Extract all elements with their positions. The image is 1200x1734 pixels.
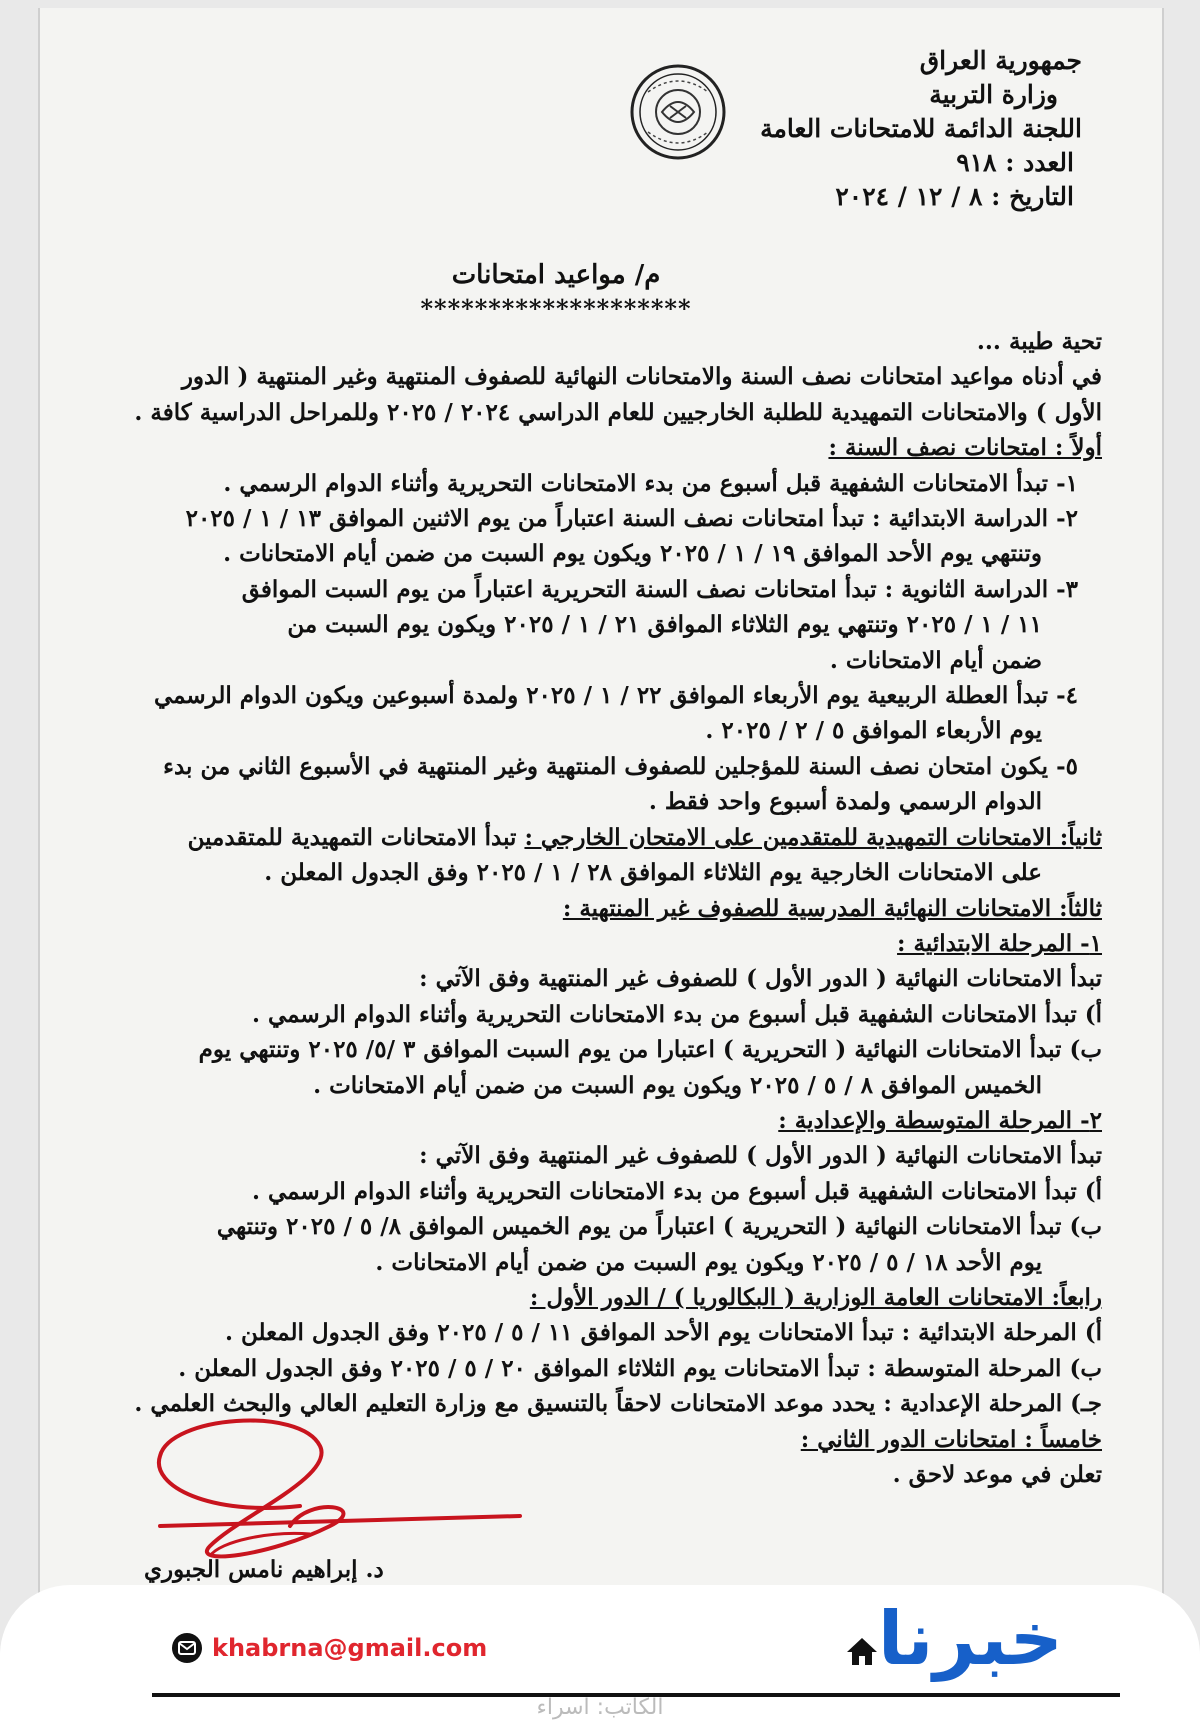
section-line bbox=[42, 820, 1102, 855]
section-text: تعلن في موعد لاحق . bbox=[892, 1461, 1102, 1488]
signatory-name: د. إبراهيم نامس الجبوري bbox=[144, 1556, 384, 1583]
section-title: خامساً : امتحانات الدور الثاني : bbox=[800, 1425, 1102, 1453]
intro-line: الأول ) والامتحانات التمهيدية للطلبة الخارجيين للعام الدراسي ٢٠٢٤ / ٢٠٢٥ وللمراحل الدراسية كافة . bbox=[134, 398, 1102, 426]
mail-icon bbox=[172, 1633, 202, 1663]
ministry-seal-icon bbox=[628, 62, 728, 162]
list-item: أ) المرحلة الابتدائية : تبدأ الامتحانات يوم الأحد الموافق ١١ / ٥ / ٢٠٢٥ وفق الجدول المعلن . bbox=[224, 1319, 1102, 1347]
section-title: أولاً : امتحانات نصف السنة : bbox=[828, 434, 1102, 462]
letterhead bbox=[760, 44, 1082, 214]
letter-subject: م/ مواعيد امتحانات bbox=[451, 260, 661, 290]
intro-line: في أدناه مواعيد امتحانات نصف السنة والامتحانات النهائية للصفوف المنتهية وغير المنتهية ( الدور bbox=[181, 363, 1102, 391]
list-item-cont: وتنتهي يوم الأحد الموافق ١٩ / ١ / ٢٠٢٥ ويكون يوم السبت من ضمن أيام الامتحانات . bbox=[223, 540, 1042, 568]
list-item: ب) تبدأ الامتحانات النهائية ( التحريرية ) اعتبارا من يوم السبت الموافق ٣ /٥/ ٢٠٢٥ وتنتهي يوم bbox=[198, 1036, 1102, 1064]
list-item-cont: يوم الأربعاء الموافق ٥ / ٢ / ٢٠٢٥ . bbox=[705, 717, 1042, 745]
site-logo[interactable]: خبرنا bbox=[877, 1596, 1063, 1682]
subsection-title: ٢- المرحلة المتوسطة والإعدادية : bbox=[778, 1106, 1102, 1134]
author-credit: الكاتب: اسراء bbox=[536, 1695, 664, 1720]
site-footer bbox=[0, 1585, 1200, 1734]
greeting: تحية طيبة ... bbox=[976, 328, 1102, 355]
list-item-cont: ١١ / ١ / ٢٠٢٥ وتنتهي يوم الثلاثاء الموافق ٢١ / ١ / ٢٠٢٥ ويكون يوم السبت من bbox=[287, 611, 1042, 639]
list-item: ٢- الدراسة الابتدائية : تبدأ امتحانات نصف السنة اعتباراً من يوم الاثنين الموافق ١٣ / ١ / ٢٠٢٥ bbox=[185, 505, 1078, 533]
header-country: جمهورية العراق bbox=[919, 46, 1082, 75]
header-committee: اللجنة الدائمة للامتحانات العامة bbox=[760, 114, 1082, 143]
list-item-cont: على الامتحانات الخارجية يوم الثلاثاء الموافق ٢٨ / ١ / ٢٠٢٥ وفق الجدول المعلن . bbox=[264, 859, 1042, 887]
email-text: khabrna@gmail.com bbox=[212, 1634, 488, 1662]
subsection-title: ١- المرحلة الابتدائية : bbox=[897, 929, 1102, 957]
list-item-cont: يوم الأحد ١٨ / ٥ / ٢٠٢٥ ويكون يوم السبت من ضمن أيام الامتحانات . bbox=[375, 1248, 1042, 1276]
list-item: ٥- يكون امتحان نصف السنة للمؤجلين للصفوف المنتهية وغير المنتهية في الأسبوع الثاني من بدء bbox=[163, 752, 1078, 780]
list-item: ٤- تبدأ العطلة الربيعية يوم الأربعاء الموافق ٢٢ / ١ / ٢٠٢٥ ولمدة أسبوعين ويكون الدوام الرسمي bbox=[153, 682, 1078, 710]
list-item: أ) تبدأ الامتحانات الشفهية قبل أسبوع من بدء الامتحانات التحريرية وأثناء الدوام الرسمي . bbox=[251, 1177, 1102, 1205]
document-page bbox=[38, 8, 1164, 1720]
header-number: العدد : ٩١٨ bbox=[956, 148, 1074, 177]
section-title: ثالثاً: الامتحانات النهائية المدرسية للصفوف غير المنتهية : bbox=[562, 894, 1102, 922]
list-item: ب) المرحلة المتوسطة : تبدأ الامتحانات يوم الثلاثاء الموافق ٢٠ / ٥ / ٢٠٢٥ وفق الجدول المعلن . bbox=[178, 1354, 1102, 1382]
section-title: ثانياً: الامتحانات التمهيدية للمتقدمين على الامتحان الخارجي : bbox=[524, 823, 1102, 851]
list-item: جـ) المرحلة الإعدادية : يحدد موعد الامتحانات لاحقاً بالتنسيق مع وزارة التعليم العالي والبحث العلمي . bbox=[134, 1390, 1102, 1418]
email-link[interactable] bbox=[172, 1633, 487, 1663]
subsection-intro: تبدأ الامتحانات النهائية ( الدور الأول ) للصفوف غير المنتهية وفق الآتي : bbox=[419, 1142, 1102, 1170]
subsection-intro: تبدأ الامتحانات النهائية ( الدور الأول ) للصفوف غير المنتهية وفق الآتي : bbox=[419, 965, 1102, 993]
subject-divider: ******************** bbox=[420, 294, 692, 323]
section-title: رابعاً: الامتحانات العامة الوزارية ( البكالوريا ) / الدور الأول : bbox=[529, 1283, 1102, 1311]
list-item: ١- تبدأ الامتحانات الشفهية قبل أسبوع من بدء الامتحانات التحريرية وأثناء الدوام الرسمي . bbox=[223, 469, 1078, 497]
list-item-cont: الخميس الموافق ٨ / ٥ / ٢٠٢٥ ويكون يوم السبت من ضمن أيام الامتحانات . bbox=[313, 1071, 1042, 1099]
list-item: ٣- الدراسة الثانوية : تبدأ امتحانات نصف السنة التحريرية اعتباراً من يوم السبت الموافق bbox=[241, 575, 1078, 603]
header-ministry: وزارة التربية bbox=[929, 80, 1058, 109]
list-item-cont: الدوام الرسمي ولمدة أسبوع واحد فقط . bbox=[648, 788, 1042, 816]
list-item-cont: ضمن أيام الامتحانات . bbox=[829, 646, 1042, 674]
header-date: التاريخ : ٨ / ١٢ / ٢٠٢٤ bbox=[835, 182, 1074, 211]
list-item: أ) تبدأ الامتحانات الشفهية قبل أسبوع من بدء الامتحانات التحريرية وأثناء الدوام الرسمي . bbox=[251, 1000, 1102, 1028]
home-icon[interactable] bbox=[845, 1635, 879, 1667]
letter-body bbox=[42, 324, 1102, 1492]
section-text: تبدأ الامتحانات التمهيدية للمتقدمين bbox=[187, 823, 525, 851]
list-item: ب) تبدأ الامتحانات النهائية ( التحريرية ) اعتباراً من يوم الخميس الموافق ٨/ ٥ / ٢٠٢٥ وتنتهي bbox=[216, 1213, 1102, 1241]
